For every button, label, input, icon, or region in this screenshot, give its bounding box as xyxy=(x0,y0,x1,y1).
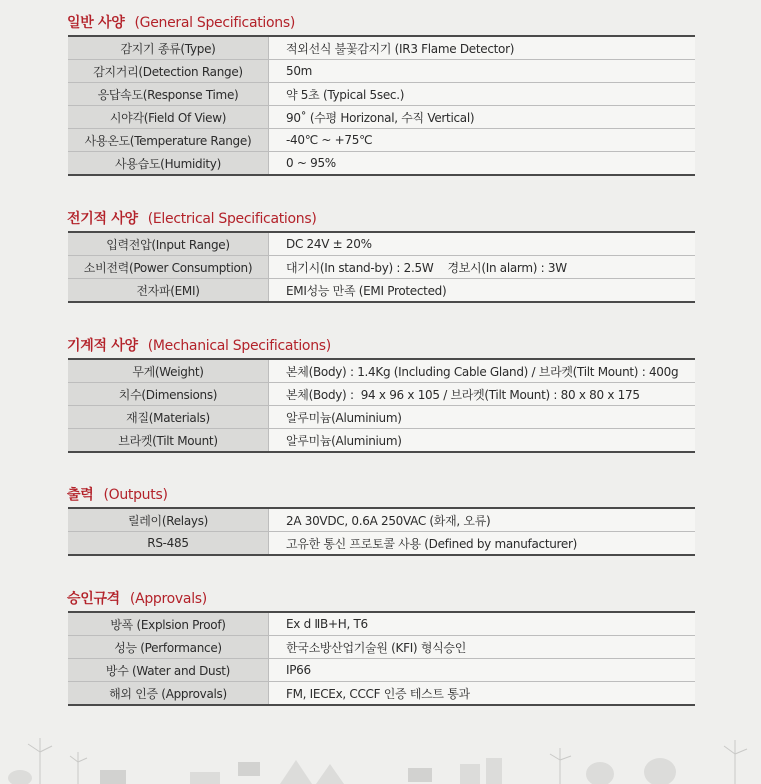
building-icon xyxy=(190,772,220,784)
spec-value: 알루미늄(Aluminium) xyxy=(269,429,696,453)
spec-value: -40℃ ~ +75℃ xyxy=(269,129,696,152)
spec-value: 90˚ (수평 Horizonal, 수직 Vertical) xyxy=(269,106,696,129)
spec-table xyxy=(68,358,695,453)
table-row xyxy=(68,612,695,636)
section-title: 기계적 사양 (Mechanical Specifications) xyxy=(67,338,331,354)
spec-value: IP66 xyxy=(269,659,696,682)
table-row xyxy=(68,232,695,256)
table-row xyxy=(68,129,695,152)
spec-label: 치수(Dimensions) xyxy=(68,383,269,406)
spec-value: 본체(Body) : 1.4Kg (Including Cable Gland) / 브라켓(Tilt Mount) : 400g xyxy=(269,359,696,383)
table-row xyxy=(68,256,695,279)
spec-value: 약 5초 (Typical 5sec.) xyxy=(269,83,696,106)
table-row xyxy=(68,682,695,706)
table-row xyxy=(68,383,695,406)
table-row xyxy=(68,359,695,383)
table-row xyxy=(68,659,695,682)
spec-label: 해외 인증 (Approvals) xyxy=(68,682,269,706)
spec-value: 본체(Body) : 94 x 96 x 105 / 브라켓(Tilt Mount) : 80 x 80 x 175 xyxy=(269,383,696,406)
spec-table xyxy=(68,35,695,176)
spec-table xyxy=(68,507,695,556)
spec-value: 알루미늄(Aluminium) xyxy=(269,406,696,429)
spec-label: 브라켓(Tilt Mount) xyxy=(68,429,269,453)
wind-turbine-icon xyxy=(550,748,571,784)
spec-value: EMI성능 만족 (EMI Protected) xyxy=(269,279,696,303)
spec-label: 성능 (Performance) xyxy=(68,636,269,659)
spec-value: 2A 30VDC, 0.6A 250VAC (화재, 오류) xyxy=(269,508,696,532)
wind-turbine-icon xyxy=(724,740,747,784)
spec-value: 고유한 통신 프로토콜 사용 (Defined by manufacturer) xyxy=(269,532,696,556)
table-row xyxy=(68,406,695,429)
spec-label: 사용습도(Humidity) xyxy=(68,152,269,176)
spec-label: 감지거리(Detection Range) xyxy=(68,60,269,83)
spec-value: Ex d ⅡB+H, T6 xyxy=(269,612,696,636)
table-row xyxy=(68,60,695,83)
table-row xyxy=(68,36,695,60)
table-row xyxy=(68,532,695,556)
section-title: 일반 사양 (General Specifications) xyxy=(67,15,296,31)
tree-icon xyxy=(316,764,344,784)
building-icon xyxy=(460,764,480,784)
spec-label: RS-485 xyxy=(68,532,269,556)
spec-label: 응답속도(Response Time) xyxy=(68,83,269,106)
wind-turbine-icon xyxy=(70,752,87,784)
table-row xyxy=(68,636,695,659)
building-icon xyxy=(486,758,502,784)
table-row xyxy=(68,152,695,176)
tree-icon xyxy=(280,760,312,784)
spec-label: 릴레이(Relays) xyxy=(68,508,269,532)
spec-value: 0 ~ 95% xyxy=(269,152,696,176)
spec-label: 입력전압(Input Range) xyxy=(68,232,269,256)
table-row xyxy=(68,508,695,532)
cityscape-illustration xyxy=(0,724,761,784)
spec-label: 소비전력(Power Consumption) xyxy=(68,256,269,279)
spec-label: 전자파(EMI) xyxy=(68,279,269,303)
table-row xyxy=(68,429,695,453)
spec-value: DC 24V ± 20% xyxy=(269,232,696,256)
section-title: 승인규격 (Approvals) xyxy=(67,591,207,607)
section-title: 출력 (Outputs) xyxy=(67,487,168,503)
section-title: 전기적 사양 (Electrical Specifications) xyxy=(67,211,317,227)
spec-value: 한국소방산업기술원 (KFI) 형식승인 xyxy=(269,636,696,659)
tree-icon xyxy=(586,762,614,784)
spec-value: FM, IECEx, CCCF 인증 테스트 통과 xyxy=(269,682,696,706)
spec-label: 시야각(Field Of View) xyxy=(68,106,269,129)
spec-label: 무게(Weight) xyxy=(68,359,269,383)
spec-label: 재질(Materials) xyxy=(68,406,269,429)
spec-table xyxy=(68,231,695,303)
table-row xyxy=(68,106,695,129)
spec-value: 적외선식 불꽃감지기 (IR3 Flame Detector) xyxy=(269,36,696,60)
spec-label: 방수 (Water and Dust) xyxy=(68,659,269,682)
table-row xyxy=(68,279,695,303)
solar-panel-icon xyxy=(100,762,432,784)
spec-label: 사용온도(Temperature Range) xyxy=(68,129,269,152)
table-row xyxy=(68,83,695,106)
spec-table xyxy=(68,611,695,706)
spec-value: 대기시(In stand-by) : 2.5W 경보시(In alarm) : 3W xyxy=(269,256,696,279)
tree-icon xyxy=(8,770,32,784)
spec-label: 감지기 종류(Type) xyxy=(68,36,269,60)
tree-icon xyxy=(644,758,676,784)
spec-label: 방폭 (Explsion Proof) xyxy=(68,612,269,636)
spec-value: 50m xyxy=(269,60,696,83)
